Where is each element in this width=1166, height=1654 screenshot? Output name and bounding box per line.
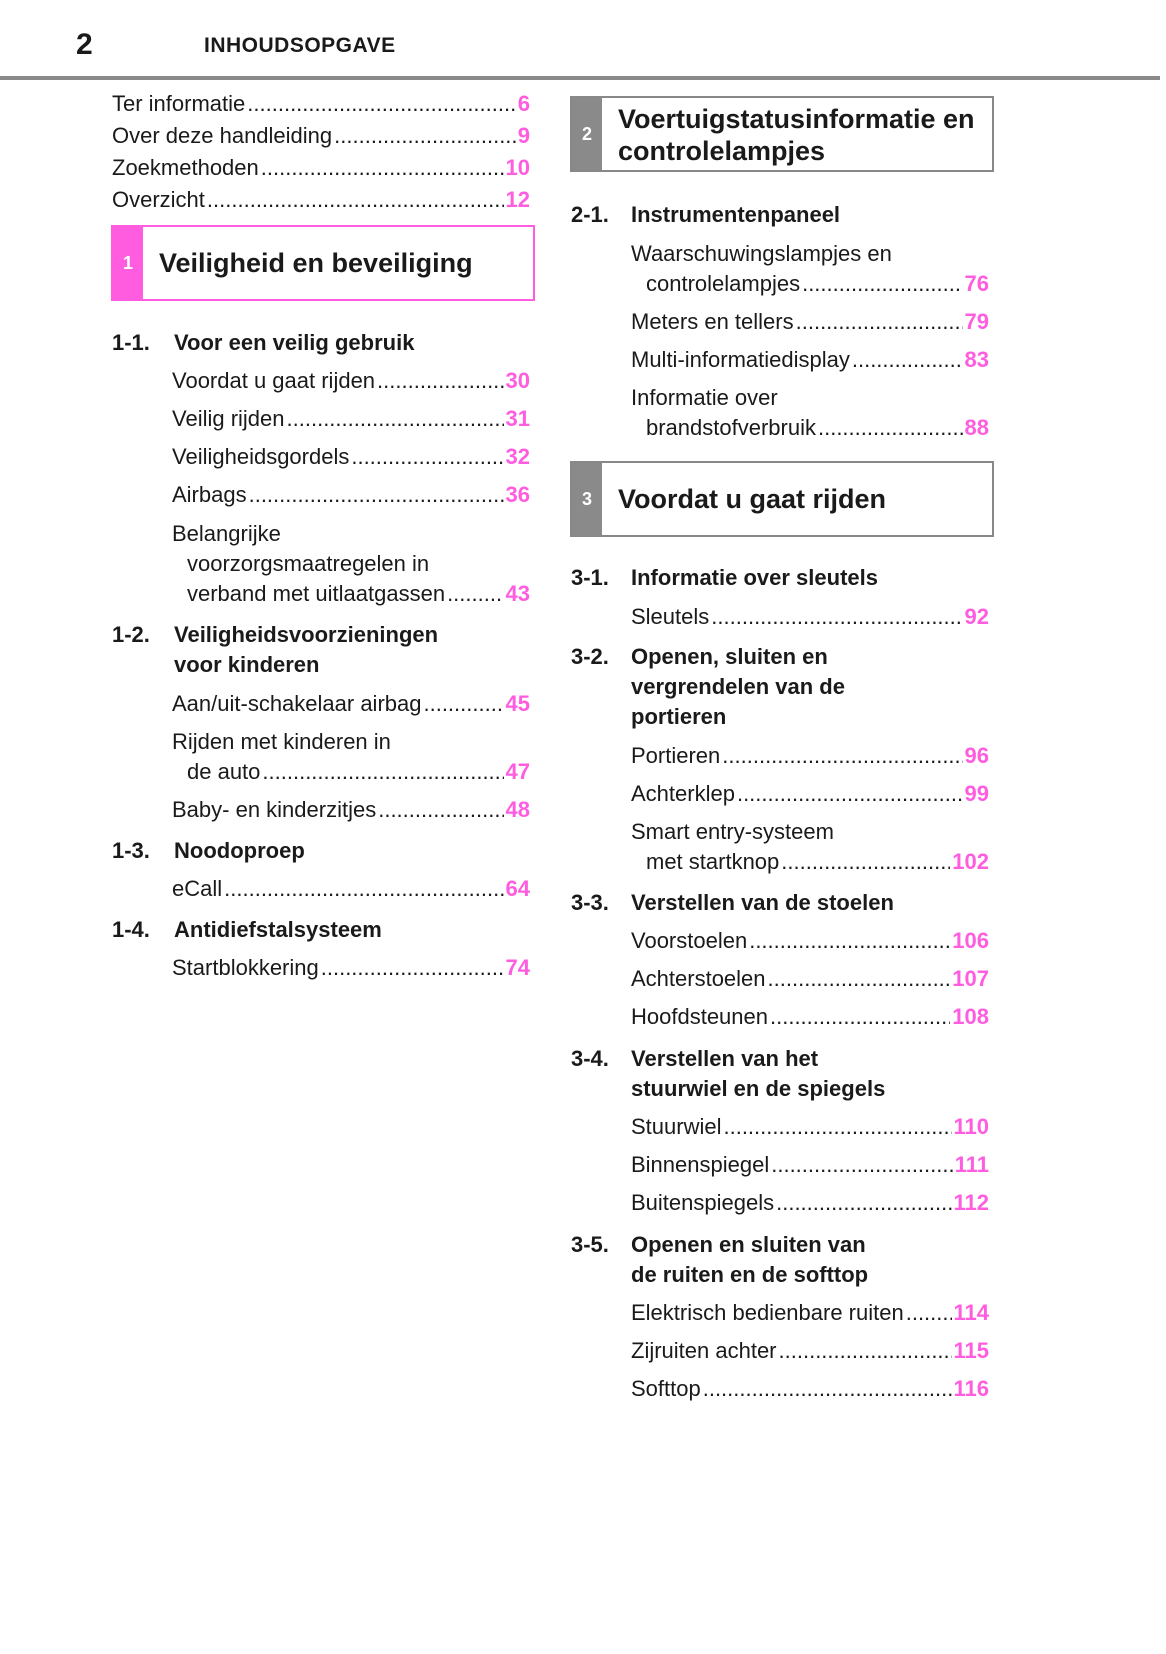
- toc-entry[interactable]: [172, 952, 530, 984]
- toc-entry-label: Portieren: [631, 743, 721, 768]
- chapter-number-tab: 1: [113, 227, 143, 299]
- subsection-title: Veiligheidsvoorzieningen: [174, 622, 439, 647]
- subsection-title: Antidiefstalsysteem: [174, 917, 382, 942]
- toc-entry-intro[interactable]: [112, 152, 530, 184]
- dot-leader: [722, 740, 962, 772]
- toc-entry-page[interactable]: 96: [964, 743, 989, 768]
- toc-entry[interactable]: [631, 344, 989, 376]
- toc-entry-label: Baby- en kinderzitjes: [172, 797, 377, 822]
- toc-entry-label: Zoekmethoden: [112, 155, 259, 180]
- toc-entry-page[interactable]: 48: [505, 797, 530, 822]
- toc-entry-label: Aan/uit-schakelaar airbag: [172, 691, 422, 716]
- toc-entry-label-line: Belangrijke: [172, 521, 281, 546]
- toc-entry-label: Veilig rijden: [172, 406, 285, 431]
- dot-leader: [781, 846, 950, 878]
- toc-entry-label: Overzicht: [112, 187, 205, 212]
- toc-entry-page[interactable]: 47: [505, 759, 530, 784]
- chapter-title: Voordat u gaat rijden: [618, 484, 887, 514]
- toc-entry-label: Softtop: [631, 1376, 701, 1401]
- section-title: INHOUDSOPGAVE: [204, 34, 396, 57]
- subsection-number: 3-2.: [571, 644, 609, 669]
- dot-leader: [852, 344, 963, 376]
- toc-entry[interactable]: [172, 794, 530, 826]
- toc-entry-page[interactable]: 74: [505, 955, 530, 980]
- toc-entry-label: verband met uitlaatgassen: [187, 581, 446, 606]
- chapter-number-tab: 3: [572, 463, 602, 535]
- toc-entry-page[interactable]: 36: [505, 482, 530, 507]
- toc-entry[interactable]: [646, 268, 989, 300]
- subsection-number: 3-3.: [571, 890, 609, 915]
- toc-entry-page[interactable]: 88: [964, 415, 989, 440]
- subsection-title: voor kinderen: [174, 652, 320, 677]
- chapter-1-heading[interactable]: [111, 225, 535, 301]
- toc-entry-label-line: Rijden met kinderen in: [172, 729, 391, 754]
- subsection-number: 3-5.: [571, 1232, 609, 1257]
- toc-entry-page[interactable]: 112: [953, 1190, 989, 1215]
- subsection-number: 3-1.: [571, 565, 609, 590]
- dot-leader: [378, 794, 503, 826]
- toc-entry[interactable]: [631, 963, 989, 995]
- toc-entry-label: Elektrisch bedienbare ruiten: [631, 1300, 904, 1325]
- subsection-title: stuurwiel en de spiegels: [631, 1076, 886, 1101]
- toc-entry-page[interactable]: 32: [505, 444, 530, 469]
- dot-leader: [224, 873, 503, 905]
- toc-entry[interactable]: [172, 688, 530, 720]
- dot-leader: [768, 963, 951, 995]
- toc-entry-label: eCall: [172, 876, 223, 901]
- toc-entry-page[interactable]: 79: [964, 309, 989, 334]
- subsection-number: 1-1.: [112, 330, 150, 355]
- chapter-title: Voertuigstatusinformatie en controlelampjes: [618, 104, 975, 166]
- toc-entry-page[interactable]: 43: [505, 581, 530, 606]
- toc-entry-label: Ter informatie: [112, 91, 246, 116]
- toc-entry-page[interactable]: 110: [953, 1114, 989, 1139]
- subsection-title: Informatie over sleutels: [631, 565, 878, 590]
- toc-entry[interactable]: [631, 1111, 989, 1143]
- toc-entry-page[interactable]: 107: [952, 966, 989, 991]
- dot-leader: [423, 688, 503, 720]
- dot-leader: [711, 601, 962, 633]
- toc-entry-page[interactable]: 10: [505, 155, 530, 180]
- dot-leader: [749, 925, 950, 957]
- page-header: [0, 0, 1166, 80]
- toc-entry-page[interactable]: 115: [953, 1338, 989, 1363]
- dot-leader: [802, 268, 962, 300]
- dot-leader: [287, 403, 504, 435]
- toc-entry-intro[interactable]: [112, 184, 530, 216]
- subsection-heading: [112, 619, 532, 683]
- toc-entry-label: Zijruiten achter: [631, 1338, 777, 1363]
- toc-entry-label-line: Informatie over: [631, 385, 778, 410]
- toc-entry-page[interactable]: 9: [517, 123, 530, 148]
- dot-leader: [906, 1297, 952, 1329]
- chapter-number-tab: 2: [572, 98, 602, 170]
- subsection-title: Instrumentenpaneel: [631, 202, 841, 227]
- toc-entry[interactable]: [646, 846, 989, 878]
- subsection-title: Verstellen van het: [631, 1046, 819, 1071]
- dot-leader: [818, 412, 963, 444]
- toc-entry-label: Binnenspiegel: [631, 1152, 770, 1177]
- subsection-number: 1-4.: [112, 917, 150, 942]
- toc-entry[interactable]: [631, 925, 989, 957]
- toc-entry-label: Meters en tellers: [631, 309, 794, 334]
- toc-entry[interactable]: [646, 412, 989, 444]
- toc-entry-page[interactable]: 31: [505, 406, 530, 431]
- page-number: 2: [76, 28, 93, 61]
- toc-entry-page[interactable]: 45: [505, 691, 530, 716]
- toc-entry-page[interactable]: 92: [964, 604, 989, 629]
- chapter-3-heading[interactable]: [570, 461, 994, 537]
- toc-entry-intro[interactable]: [112, 120, 530, 152]
- toc-entry-page[interactable]: 6: [517, 91, 530, 116]
- toc-entry-label: brandstofverbruik: [646, 415, 816, 440]
- dot-leader: [351, 441, 503, 473]
- dot-leader: [321, 952, 504, 984]
- toc-entry-page[interactable]: 108: [952, 1004, 989, 1029]
- subsection-title: Voor een veilig gebruik: [174, 330, 415, 355]
- toc-entry-label: Airbags: [172, 482, 247, 507]
- toc-entry-page[interactable]: 116: [953, 1376, 989, 1401]
- toc-entry[interactable]: [172, 479, 530, 511]
- toc-entry-page[interactable]: 114: [953, 1300, 989, 1325]
- subsection-title: Noodoproep: [174, 838, 305, 863]
- toc-entry-page[interactable]: 30: [505, 368, 530, 393]
- toc-entry-label-line: Waarschuwingslampjes en: [631, 241, 892, 266]
- dot-leader: [207, 184, 504, 216]
- toc-entry[interactable]: [172, 403, 530, 435]
- subsection-heading: [571, 641, 991, 735]
- toc-entry-page[interactable]: 99: [964, 781, 989, 806]
- toc-entry-label: Voorstoelen: [631, 928, 748, 953]
- toc-entry[interactable]: [631, 1335, 989, 1367]
- toc-entry[interactable]: [631, 306, 989, 338]
- toc-entry[interactable]: [631, 1297, 989, 1329]
- dot-leader: [703, 1373, 952, 1405]
- toc-entry[interactable]: [172, 441, 530, 473]
- toc-entry-label: Achterklep: [631, 781, 735, 806]
- dot-leader: [334, 120, 516, 152]
- toc-entry-label: Veiligheidsgordels: [172, 444, 350, 469]
- toc-entry-label: Voordat u gaat rijden: [172, 368, 376, 393]
- subsection-title: Verstellen van de stoelen: [631, 890, 894, 915]
- dot-leader: [796, 306, 963, 338]
- toc-entry[interactable]: [631, 1001, 989, 1033]
- subsection-heading: [571, 1229, 991, 1293]
- header-divider: [0, 76, 1160, 80]
- subsection-title: de ruiten en de softtop: [631, 1262, 869, 1287]
- toc-entry[interactable]: [172, 873, 530, 905]
- dot-leader: [770, 1001, 950, 1033]
- toc-entry-label: Achterstoelen: [631, 966, 766, 991]
- toc-entry-intro[interactable]: [112, 88, 530, 120]
- subsection-title: portieren: [631, 704, 727, 729]
- dot-leader: [737, 778, 963, 810]
- subsection-heading: [571, 1043, 991, 1107]
- dot-leader: [771, 1149, 952, 1181]
- toc-entry-label: Hoofdsteunen: [631, 1004, 768, 1029]
- toc-entry-label: Buitenspiegels: [631, 1190, 775, 1215]
- toc-entry-label-line: voorzorgsmaatregelen in: [187, 551, 430, 576]
- subsection-title: Openen en sluiten van: [631, 1232, 866, 1257]
- subsection-number: 2-1.: [571, 202, 609, 227]
- dot-leader: [776, 1187, 951, 1219]
- dot-leader: [377, 365, 503, 397]
- toc-entry[interactable]: [631, 1373, 989, 1405]
- dot-leader: [261, 152, 504, 184]
- subsection-number: 1-2.: [112, 622, 150, 647]
- toc-entry-page[interactable]: 76: [964, 271, 989, 296]
- toc-entry-page[interactable]: 12: [505, 187, 530, 212]
- dot-leader: [779, 1335, 952, 1367]
- toc-entry-label: de auto: [187, 759, 261, 784]
- toc-entry-label: Multi-informatiedisplay: [631, 347, 850, 372]
- dot-leader: [249, 479, 504, 511]
- toc-entry[interactable]: [631, 740, 989, 772]
- toc-entry-label: met startknop: [646, 849, 780, 874]
- toc-entry-label: controlelampjes: [646, 271, 801, 296]
- subsection-title: vergrendelen van de: [631, 674, 845, 699]
- toc-entry-label: Startblokkering: [172, 955, 319, 980]
- chapter-2-heading[interactable]: [570, 96, 994, 172]
- toc-entry-label: Stuurwiel: [631, 1114, 722, 1139]
- toc-entry-page[interactable]: 64: [505, 876, 530, 901]
- toc-entry[interactable]: [631, 1149, 989, 1181]
- dot-leader: [447, 578, 503, 610]
- subsection-number: 3-4.: [571, 1046, 609, 1071]
- toc-entry-page[interactable]: 102: [952, 849, 989, 874]
- chapter-title: Veiligheid en beveiliging: [159, 248, 473, 278]
- toc-entry[interactable]: [631, 1187, 989, 1219]
- toc-entry[interactable]: [631, 601, 989, 633]
- toc-entry[interactable]: [187, 756, 530, 788]
- toc-entry[interactable]: [187, 578, 530, 610]
- dot-leader: [723, 1111, 951, 1143]
- toc-entry[interactable]: [172, 365, 530, 397]
- dot-leader: [262, 756, 503, 788]
- toc-entry[interactable]: [631, 778, 989, 810]
- toc-entry-page[interactable]: 111: [954, 1152, 989, 1177]
- toc-entry-label: Sleutels: [631, 604, 710, 629]
- toc-entry-label: Over deze handleiding: [112, 123, 333, 148]
- dot-leader: [247, 88, 515, 120]
- toc-entry-page[interactable]: 83: [964, 347, 989, 372]
- subsection-number: 1-3.: [112, 838, 150, 863]
- toc-entry-page[interactable]: 106: [952, 928, 989, 953]
- subsection-title: Openen, sluiten en: [631, 644, 828, 669]
- toc-entry-label-line: Smart entry-systeem: [631, 819, 834, 844]
